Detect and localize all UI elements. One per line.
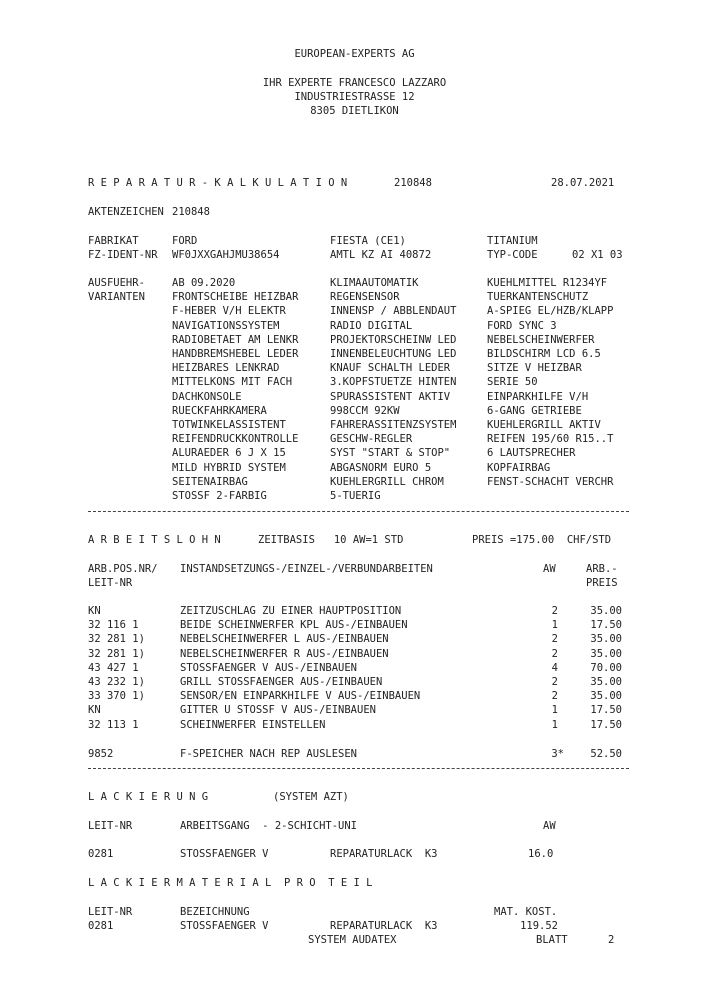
labor-row-pos: 43 232 1) (88, 676, 145, 688)
vin: WF0JXXGAHJMU38654 (172, 249, 280, 261)
variant-item: A-SPIEG EL/HZB/KLAPP (487, 305, 614, 318)
street: INDUSTRIESTRASSE 12 (294, 91, 415, 103)
labor-row-pos: 33 370 1) (88, 690, 145, 703)
paint-head-aw: AW (543, 820, 556, 832)
variants-label-1: AUSFUEHR- (88, 277, 145, 289)
labor-zeitbasis: ZEITBASIS 10 AW=1 STD (258, 534, 404, 546)
variant-item: AB 09.2020 (172, 277, 236, 289)
model: FIESTA (CE1) (330, 235, 406, 247)
variant-item: 6 LAUTSPRECHER (487, 447, 576, 460)
labor-row-desc: BEIDE SCHEINWERFER KPL AUS-/EINBAUEN (180, 619, 408, 632)
paint-row-part: STOSSFAENGER V (180, 848, 269, 860)
variant-item: SERIE 50 (487, 376, 538, 389)
labor-row-price: 35.00 (590, 633, 622, 646)
variant-item: NAVIGATIONSSYSTEM (172, 319, 280, 332)
variant-item: REIFEN 195/60 R15..T (487, 433, 614, 446)
labor-title: A R B E I T S L O H N (88, 534, 221, 546)
labor-row-price: 35.00 (590, 676, 622, 688)
variant-item: KUEHLERGRILL CHROM (330, 475, 444, 488)
labor-head-price-2: PREIS (586, 577, 618, 589)
variant-item: STOSSF 2-FARBIG (172, 490, 267, 502)
material-row-part: STOSSFAENGER V (180, 920, 269, 932)
labor-row-desc: GITTER U STOSSF V AUS-/EINBAUEN (180, 704, 376, 717)
labor-head-pos: ARB.POS.NR/ (88, 563, 158, 575)
variant-item: 6-GANG GETRIEBE (487, 404, 582, 417)
variant-item: KLIMAAUTOMATIK (330, 277, 419, 289)
paint-row-aw: 16.0 (528, 848, 554, 860)
labor-extra-aw: 3* (551, 748, 564, 760)
labor-row-price: 35.00 (590, 690, 622, 703)
expert-name: IHR EXPERTE FRANCESCO LAZZARO (262, 77, 447, 89)
material-title: L A C K I E R M A T E R I A L P R O T E I L (88, 877, 373, 889)
labor-row-pos: 32 281 1) (88, 647, 145, 660)
paint-head-gang: ARBEITSGANG - 2-SCHICHT-UNI (180, 820, 358, 832)
labor-row-price: 35.00 (590, 605, 622, 617)
paint-row-leit: 0281 (88, 848, 114, 860)
company-name: EUROPEAN-EXPERTS AG (294, 48, 415, 60)
variant-item: SPURASSISTENT AKTIV (330, 390, 451, 403)
labor-row-desc: SENSOR/EN EINPARKHILFE V AUS-/EINBAUEN (180, 690, 421, 703)
paint-system: (SYSTEM AZT) (273, 791, 349, 803)
variant-item: KUEHLMITTEL R1234YF (487, 277, 608, 289)
variants-label-2: VARIANTEN (88, 291, 145, 303)
variant-item: KUEHLERGRILL AKTIV (487, 419, 601, 431)
variant-item: F-HEBER V/H ELEKTR (172, 305, 286, 318)
labor-row-price: 17.50 (590, 718, 622, 731)
typecode-label: TYP-CODE (487, 249, 538, 261)
variant-item: INNENSP / ABBLENDAUT (330, 305, 457, 318)
labor-row-pos: 32 281 1) (88, 633, 145, 646)
material-row-leit: 0281 (88, 920, 114, 932)
variant-item: SEITENAIRBAG (172, 475, 248, 488)
labor-row-aw: 2 (551, 605, 558, 617)
labor-head-desc: INSTANDSETZUNGS-/EINZEL-/VERBUNDARBEITEN (180, 563, 433, 575)
footer-page: 2 (608, 934, 615, 946)
variant-item: 3.KOPFSTUETZE HINTEN (330, 376, 457, 389)
variant-item: INNENBELEUCHTUNG LED (330, 348, 457, 360)
paint-head-leit: LEIT-NR (88, 820, 133, 832)
variant-item: MITTELKONS MIT FACH (172, 376, 293, 389)
calc-date: 28.07.2021 (551, 177, 615, 189)
variant-item: HEIZBARES LENKRAD (172, 362, 280, 375)
labor-row-price: 17.50 (590, 619, 622, 632)
variant-item: FRONTSCHEIBE HEIZBAR (172, 291, 299, 304)
variant-item: RADIOBETAET AM LENKR (172, 333, 299, 346)
labor-row-desc: SCHEINWERFER EINSTELLEN (180, 718, 326, 731)
labor-row-desc: NEBELSCHEINWERFER R AUS-/EINBAUEN (180, 647, 389, 660)
calc-number: 210848 (394, 177, 432, 189)
variant-item: ABGASNORM EURO 5 (330, 461, 432, 474)
labor-row-aw: 1 (551, 619, 558, 632)
labor-row-desc: STOSSFAENGER V AUS-/EINBAUEN (180, 661, 358, 674)
plate: AMTL KZ AI 40872 (330, 249, 432, 261)
variant-item: KNAUF SCHALTH LEDER (330, 362, 451, 375)
material-head-cost: MAT. KOST. (494, 906, 558, 918)
variant-item: 5-TUERIG (330, 490, 381, 502)
document-title: R E P A R A T U R - K A L K U L A T I O N (88, 177, 348, 189)
variant-item: KOPFAIRBAG (487, 461, 551, 474)
variant-item: REIFENDRUCKKONTROLLE (172, 433, 299, 446)
variant-item: RUECKFAHRKAMERA (172, 404, 267, 417)
variant-item: SYST "START & STOP" (330, 447, 451, 460)
material-head-bez: BEZEICHNUNG (180, 906, 250, 918)
footer-page-label: BLATT (536, 934, 568, 946)
labor-row-desc: GRILL STOSSFAENGER AUS-/EINBAUEN (180, 676, 383, 688)
aktenzeichen-value: 210848 (172, 206, 210, 218)
variant-item: EINPARKHILFE V/H (487, 390, 589, 403)
labor-row-pos: 32 113 1 (88, 718, 139, 731)
labor-row-pos: KN (88, 704, 101, 717)
material-row-type: REPARATURLACK K3 (330, 920, 438, 932)
variant-item: PROJEKTORSCHEINW LED (330, 333, 457, 346)
separator (88, 511, 629, 512)
labor-row-pos: 32 116 1 (88, 619, 139, 632)
labor-row-aw: 2 (551, 633, 558, 646)
material-row-cost: 119.52 (520, 920, 558, 932)
labor-row-aw: 4 (551, 661, 558, 674)
paint-row-type: REPARATURLACK K3 (330, 848, 438, 860)
ident-label: FZ-IDENT-NR (88, 249, 158, 261)
typecode: 02 X1 03 (572, 249, 623, 261)
material-head-leit: LEIT-NR (88, 906, 133, 918)
trim: TITANIUM (487, 235, 538, 247)
fabrikat: FORD (172, 235, 198, 247)
variant-item: REGENSENSOR (330, 291, 400, 304)
labor-extra-pos: 9852 (88, 748, 114, 760)
variant-item: RADIO DIGITAL (330, 319, 413, 332)
labor-row-aw: 1 (551, 718, 558, 731)
variant-item: 998CCM 92KW (330, 404, 400, 417)
labor-row-pos: 43 427 1 (88, 661, 139, 674)
labor-row-pos: KN (88, 605, 101, 617)
labor-row-aw: 1 (551, 704, 558, 717)
labor-row-aw: 2 (551, 676, 558, 688)
variant-item: TUERKANTENSCHUTZ (487, 291, 589, 304)
labor-row-aw: 2 (551, 690, 558, 703)
separator (88, 768, 629, 769)
variant-item: MILD HYBRID SYSTEM (172, 461, 286, 474)
labor-row-aw: 2 (551, 647, 558, 660)
variant-item: GESCHW-REGLER (330, 433, 413, 446)
labor-extra-price: 52.50 (590, 748, 622, 760)
aktenzeichen-label: AKTENZEICHEN (88, 206, 164, 218)
variant-item: BILDSCHIRM LCD 6.5 (487, 348, 601, 360)
labor-row-price: 70.00 (590, 661, 622, 674)
paint-title: L A C K I E R U N G (88, 791, 209, 803)
variant-item: SITZE V HEIZBAR (487, 362, 582, 375)
footer-system: SYSTEM AUDATEX (308, 934, 397, 946)
labor-head-aw: AW (543, 563, 556, 575)
labor-row-desc: NEBELSCHEINWERFER L AUS-/EINBAUEN (180, 633, 389, 646)
variant-item: FAHRERASSITENZSYSTEM (330, 419, 457, 431)
fabrikat-label: FABRIKAT (88, 235, 139, 247)
labor-preis: PREIS =175.00 CHF/STD (472, 534, 612, 546)
variant-item: ALURAEDER 6 J X 15 (172, 447, 286, 460)
variant-item: FENST-SCHACHT VERCHR (487, 475, 614, 488)
city: 8305 DIETLIKON (310, 105, 399, 117)
labor-row-price: 17.50 (590, 704, 622, 717)
variant-item: NEBELSCHEINWERFER (487, 333, 595, 346)
variant-item: DACHKONSOLE (172, 390, 242, 403)
variant-item: FORD SYNC 3 (487, 319, 557, 332)
variant-item: TOTWINKELASSISTENT (172, 419, 286, 431)
labor-row-price: 35.00 (590, 647, 622, 660)
labor-extra-desc: F-SPEICHER NACH REP AUSLESEN (180, 748, 358, 760)
labor-row-desc: ZEITZUSCHLAG ZU EINER HAUPTPOSITION (180, 605, 402, 617)
labor-head-price: ARB.- (586, 563, 618, 575)
variant-item: HANDBREMSHEBEL LEDER (172, 348, 299, 360)
labor-head-leit: LEIT-NR (88, 577, 133, 589)
